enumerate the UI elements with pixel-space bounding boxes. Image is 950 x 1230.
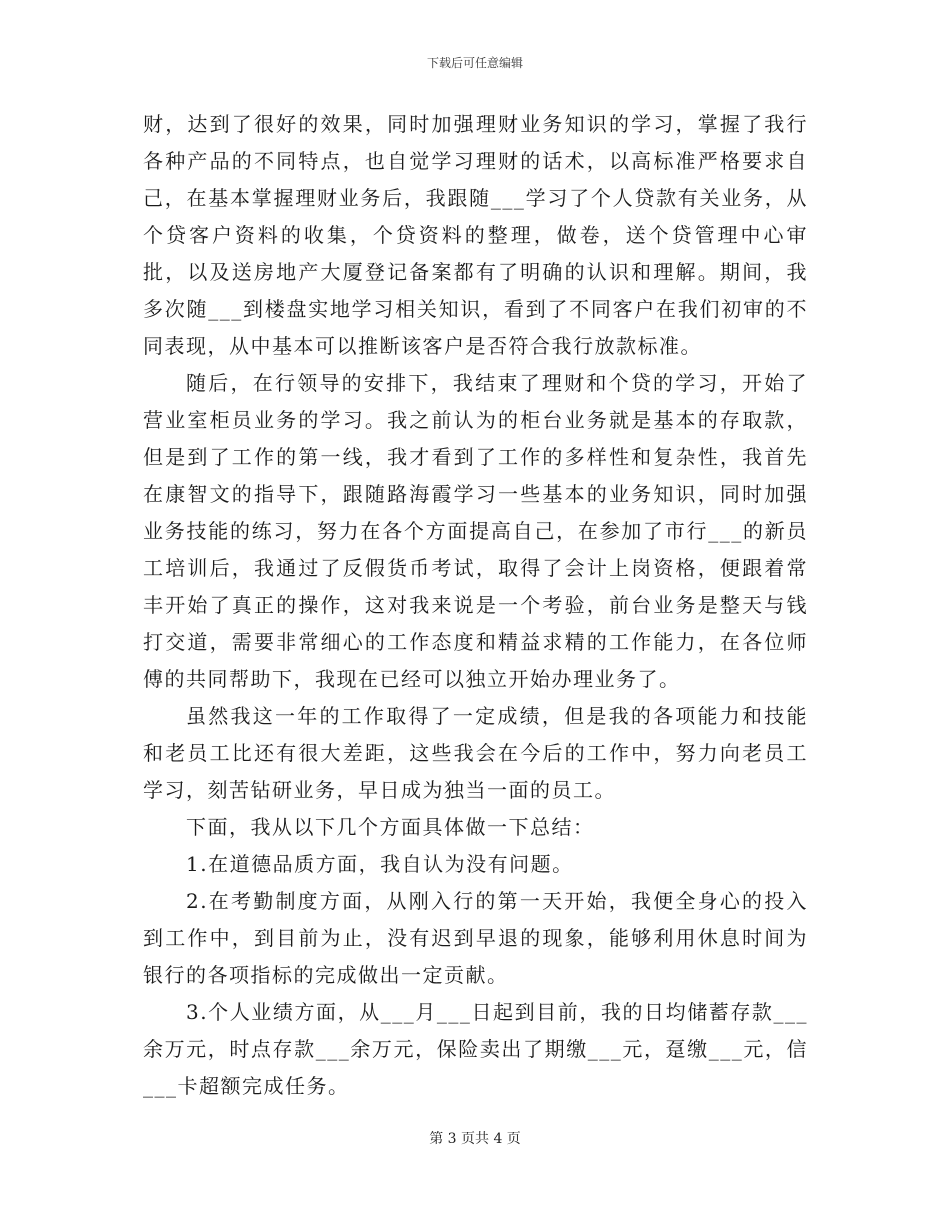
- page-header: 下载后可任意编辑: [426, 56, 523, 70]
- paragraph-4: 下面，我从以下几个方面具体做一下总结：: [186, 815, 595, 839]
- list-item-2: 2.在考勤制度方面，从刚入行的第一天开始，我便全身心的投入到工作中，到目前为止，没有迟到早退的现象，能够利用休息时间为银行的各项指标的完成做出一定贡献。: [143, 889, 808, 987]
- list-item-3: 3.个人业绩方面，从___月___日起到目前，我的日均储蓄存款___余万元，时点存款___余万元，保险卖出了期缴___元，趸缴___元，信___卡超额完成任务。: [143, 1000, 808, 1098]
- list-item-1: 1.在道德品质方面，我自认为没有问题。: [186, 852, 574, 876]
- document-body: [143, 106, 808, 1105]
- paragraph-3: 虽然我这一年的工作取得了一定成绩，但是我的各项能力和技能和老员工比还有很大差距，这些我会在今后的工作中，努力向老员工学习，刻苦钻研业务，早日成为独当一面的员工。: [143, 704, 808, 802]
- paragraph-1: 财，达到了很好的效果，同时加强理财业务知识的学习，掌握了我行各种产品的不同特点，也自觉学习理财的话术，以高标准严格要求自己，在基本掌握理财业务后，我跟随___学习了个人贷款有关业务，从个贷客户资料的收集，个贷资料的整理，做卷，送个贷管理中心审批，以及送房地产大厦登记备案都有了明确的认识和理解。期间，我多次随___到楼盘实地学习相关知识，看到了不同客户在我们初审的不同表现，从中基本可以推断该客户是否符合我行放款标准。: [143, 112, 808, 358]
- page-footer: 第 3 页共 4 页: [429, 1131, 521, 1147]
- paragraph-2: 随后，在行领导的安排下，我结束了理财和个贷的学习，开始了营业室柜员业务的学习。我之前认为的柜台业务就是基本的存取款，但是到了工作的第一线，我才看到了工作的多样性和复杂性，我首先在康智文的指导下，跟随路海霞学习一些基本的业务知识，同时加强业务技能的练习，努力在各个方面提高自己，在参加了市行___的新员工培训后，我通过了反假货币考试，取得了会计上岗资格，便跟着常丰开始了真正的操作，这对我来说是一个考验，前台业务是整天与钱打交道，需要非常细心的工作态度和精益求精的工作能力，在各位师傅的共同帮助下，我现在已经可以独立开始办理业务了。: [143, 371, 808, 691]
